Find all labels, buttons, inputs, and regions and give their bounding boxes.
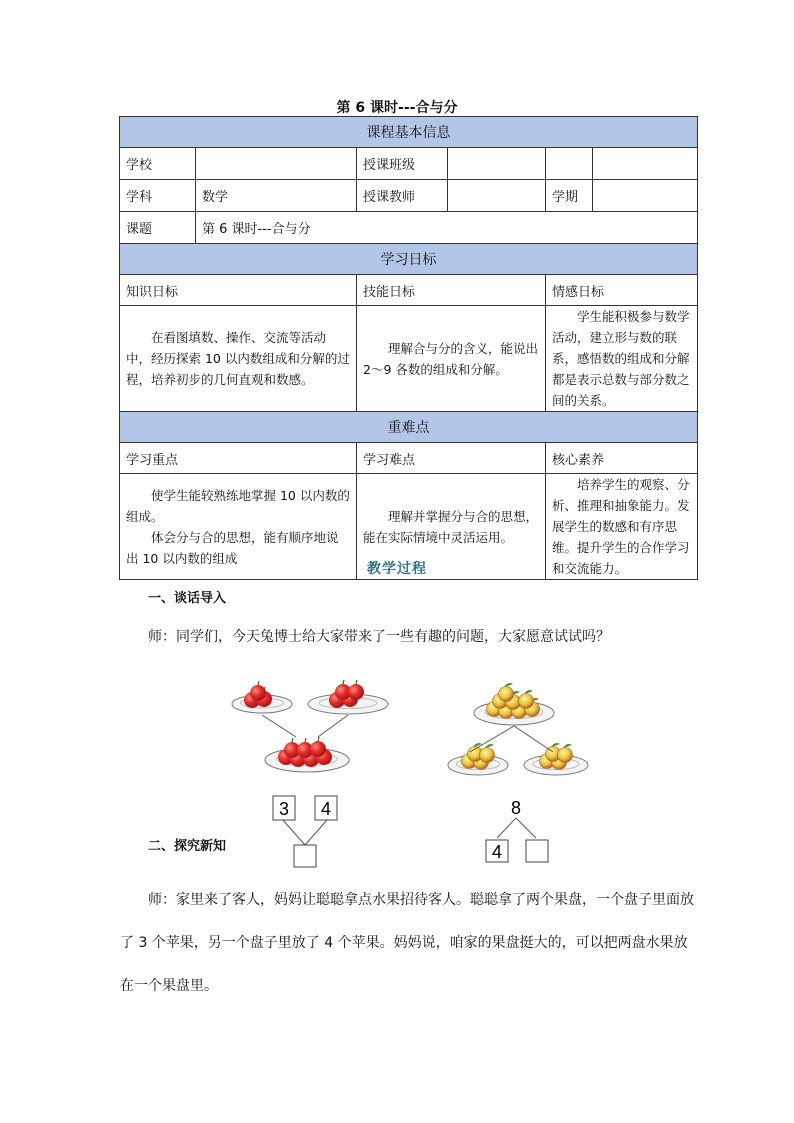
peach-leaf xyxy=(563,744,572,748)
peach-icon xyxy=(499,687,514,702)
goals-header: 学习日标 xyxy=(120,244,698,275)
apple-stem xyxy=(318,737,319,741)
section1-heading: 一、谈话导入 xyxy=(148,591,227,606)
peach-leaf xyxy=(473,743,482,747)
peach-icon xyxy=(519,694,534,709)
paragraph: 使学生能较熟练地掌握 10 以内数的组成。 xyxy=(126,487,350,524)
school-label: 学校 xyxy=(120,148,196,180)
apple-icon xyxy=(348,684,364,700)
goal-header-knowledge: 知识日标 xyxy=(120,275,357,306)
paragraph: 培养学生的观察、分析、推理和抽象能力。发展学生的数感和有序思维。提升学生的合作学习和交流能力。 xyxy=(552,477,690,576)
apple-icon xyxy=(310,741,326,757)
page-title: 第 6 课时---合与分 xyxy=(336,100,458,116)
peach-leaf xyxy=(504,683,513,687)
peach-icon xyxy=(558,748,573,763)
peach-leaf xyxy=(524,690,533,694)
box-number: 4 xyxy=(320,799,332,819)
left-number-boxes xyxy=(273,796,337,867)
key-header-literacy: 核心素养 xyxy=(546,443,698,474)
subject-label: 学科 xyxy=(120,180,196,212)
goal-header-skill: 技能日标 xyxy=(357,275,546,306)
apple-stem xyxy=(258,681,259,685)
total-number: 8 xyxy=(510,798,522,818)
apple-icon xyxy=(250,685,266,701)
apple-stem xyxy=(305,738,306,742)
paragraph: 体会分与合的思想，能有顺序地说出 10 以内数的组成 xyxy=(126,529,339,566)
empty-answer-box[interactable] xyxy=(294,845,316,867)
box-number: 3 xyxy=(278,799,290,819)
paragraph: 在看图填数、操作、交流等活动中，经历探索 10 以内数组成和分解的过程，培养初步的几何直观和数感。 xyxy=(126,330,350,387)
key-header-focus: 学习重点 xyxy=(120,443,357,474)
section2-heading: 二、探究新知 xyxy=(148,839,227,854)
class-label: 授课班级 xyxy=(357,148,448,180)
apple-stem xyxy=(292,738,293,742)
subject-value: 数学 xyxy=(196,180,357,212)
teacher-label: 授课教师 xyxy=(357,180,448,212)
peach-icon xyxy=(480,748,495,763)
peach-leaf xyxy=(485,744,494,748)
peach-leaf xyxy=(551,743,560,747)
basic-info-header: 课程基本信息 xyxy=(120,117,698,148)
plates xyxy=(232,680,588,775)
box-number: 4 xyxy=(491,842,503,862)
empty-answer-box[interactable] xyxy=(526,840,548,862)
key-points-header: 重难点 xyxy=(120,412,698,443)
paragraph: 理解合与分的含义，能说出 2～9 各数的组成和分解。 xyxy=(363,340,539,377)
term-label: 学期 xyxy=(546,180,593,212)
goal-header-emotion: 情感日标 xyxy=(546,275,698,306)
connector-lines xyxy=(262,715,553,845)
right-number-boxes xyxy=(486,798,548,862)
section2-text: 师：家里来了客人，妈妈让聪聪拿点水果招待客人。聪聪拿了两个果盘，一个盘子里面放了 3 个苹果，另一个盘子里放了 4 个苹果。妈妈说，咱家的果盘挺大的，可以把两盘水果放在一个果盘里。 xyxy=(120,892,694,994)
key-header-difficulty: 学习难点 xyxy=(357,443,546,474)
apple-stem xyxy=(343,680,344,684)
topic-value: 第 6 课时---合与分 xyxy=(196,212,698,244)
topic-label: 课题 xyxy=(120,212,196,244)
paragraph: 学生能积极参与数学活动，建立形与数的联系，感悟数的组成和分解都是表示总数与部分数之间的关系。 xyxy=(552,309,690,408)
apple-stem xyxy=(356,680,357,684)
paragraph: 理解并掌握分与合的思想，能在实际情境中灵活运用。 xyxy=(363,508,539,545)
section1-text: 师：同学们，今天兔博士给大家带来了一些有趣的问题，大家愿意试试吗？ xyxy=(148,629,610,645)
process-title: 教学过程 xyxy=(367,561,427,577)
